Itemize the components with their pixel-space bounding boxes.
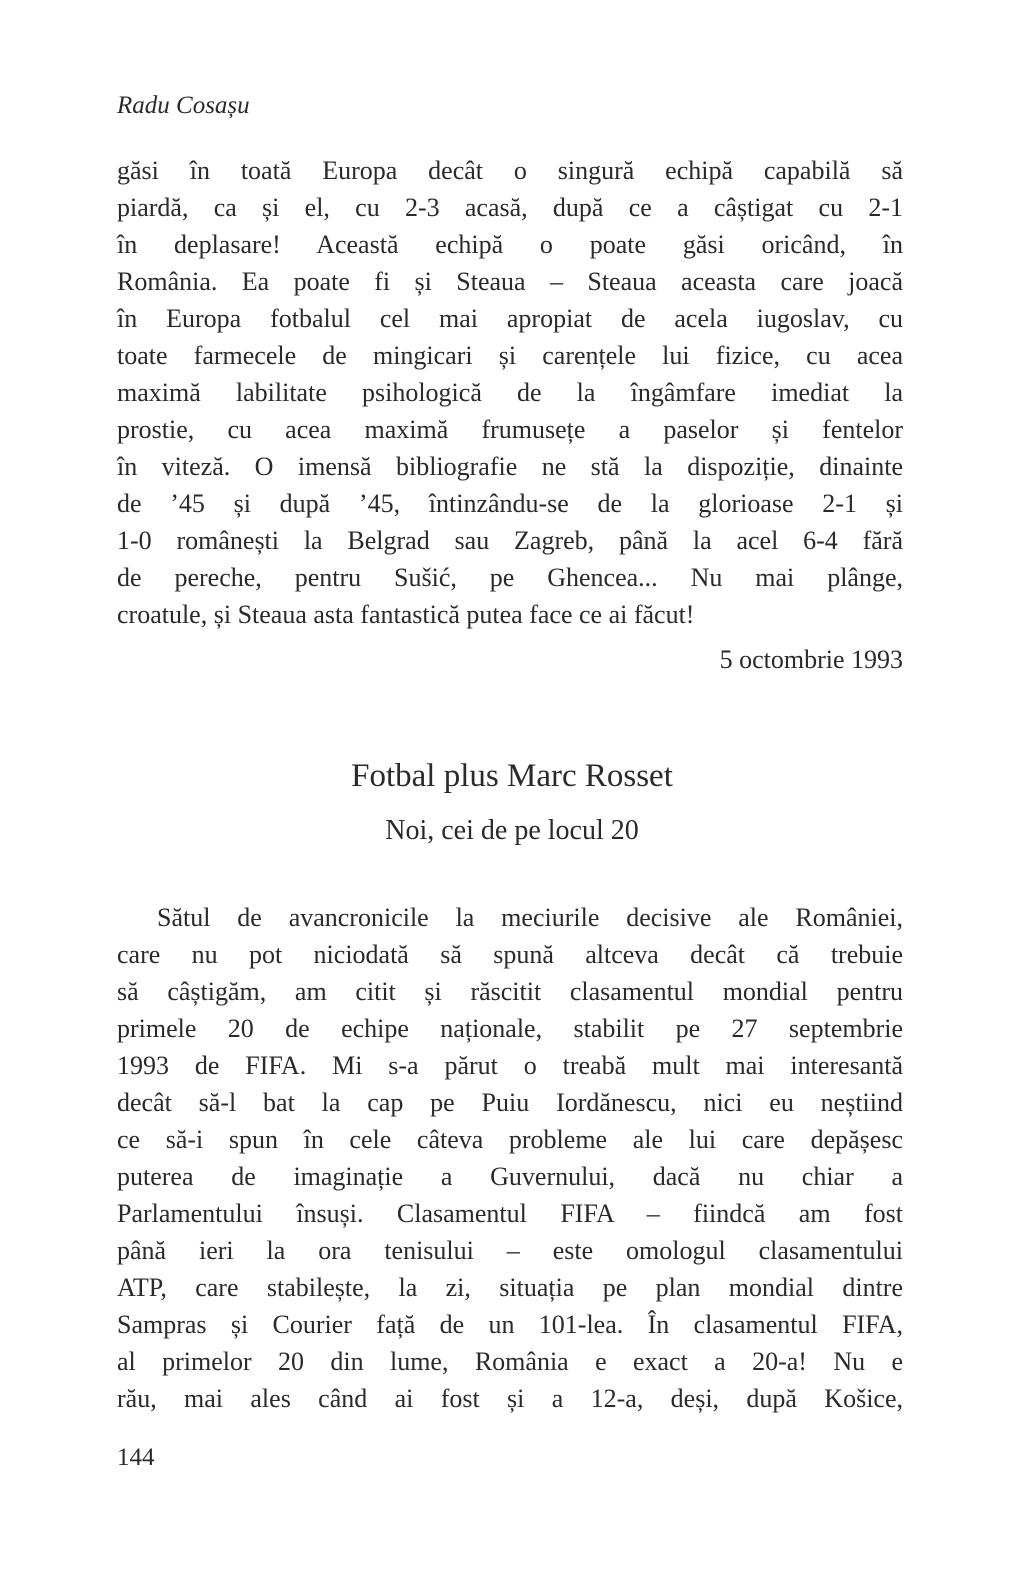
text-line: toate farmecele de mingicari și carențele lui fizice, cu acea xyxy=(117,341,903,370)
text-line: de pereche, pentru Sušić, pe Ghencea... Nu mai plânge, xyxy=(117,563,903,592)
text-line: primele 20 de echipe naționale, stabilit pe 27 septembrie xyxy=(117,1014,903,1043)
text-line: în Europa fotbalul cel mai apropiat de acela iugoslav, cu xyxy=(117,304,903,333)
article-title: Fotbal plus Marc Rosset xyxy=(351,758,673,794)
text-line: piardă, ca și el, cu 2-3 acasă, după ce a câștigat cu 2-1 xyxy=(117,193,903,222)
text-line: România. Ea poate fi și Steaua – Steaua aceasta care joacă xyxy=(117,267,903,296)
text-line: croatule, și Steaua asta fantastică putea face ce ai făcut! xyxy=(117,600,695,629)
text-line: 1993 de FIFA. Mi s-a părut o treabă mult mai interesantă xyxy=(117,1051,903,1080)
text-line: decât să-l bat la cap pe Puiu Iordănescu, nici eu neștiind xyxy=(117,1088,903,1117)
text-line: ATP, care stabilește, la zi, situația pe plan mondial dintre xyxy=(117,1273,903,1302)
text-line: al primelor 20 din lume, România e exact a 20-a! Nu e xyxy=(117,1347,903,1376)
text-line: ce să-i spun în cele câteva probleme ale lui care depășesc xyxy=(117,1125,903,1154)
text-line: să câștigăm, am citit și răscitit clasamentul mondial pentru xyxy=(117,977,903,1006)
text-line: găsi în toată Europa decât o singură echipă capabilă să xyxy=(117,156,903,185)
text-line: rău, mai ales când ai fost și a 12-a, deși, după Košice, xyxy=(117,1384,903,1413)
section1-body xyxy=(117,152,903,633)
text-line: puterea de imaginație a Guvernului, dacă nu chiar a xyxy=(117,1162,903,1191)
section2-body xyxy=(117,899,903,1417)
article-date: 5 octombrie 1993 xyxy=(719,645,903,674)
article-subtitle: Noi, cei de pe locul 20 xyxy=(385,815,639,846)
text-line: Sătul de avancronicile la meciurile decisive ale României, xyxy=(157,903,903,932)
running-head: Radu Cosașu xyxy=(117,92,250,119)
text-line: în viteză. O imensă bibliografie ne stă la dispoziție, dinainte xyxy=(117,452,903,481)
text-line: care nu pot niciodată să spună altceva decât că trebuie xyxy=(117,940,903,969)
text-line: până ieri la ora tenisului – este omologul clasamentului xyxy=(117,1236,903,1265)
text-line: în deplasare! Această echipă o poate găsi oricând, în xyxy=(117,230,903,259)
text-line: 1-0 românești la Belgrad sau Zagreb, până la acel 6-4 fără xyxy=(117,526,903,555)
text-line: Parlamentului însuși. Clasamentul FIFA – fiindcă am fost xyxy=(117,1199,903,1228)
text-line: Sampras și Courier față de un 101-lea. În clasamentul FIFA, xyxy=(117,1310,903,1339)
text-line: de ’45 și după ’45, întinzându-se de la glorioase 2-1 și xyxy=(117,489,903,518)
text-line: prostie, cu acea maximă frumusețe a paselor și fentelor xyxy=(117,415,903,444)
text-line: maximă labilitate psihologică de la îngâmfare imediat la xyxy=(117,378,903,407)
page-number: 144 xyxy=(117,1444,155,1471)
